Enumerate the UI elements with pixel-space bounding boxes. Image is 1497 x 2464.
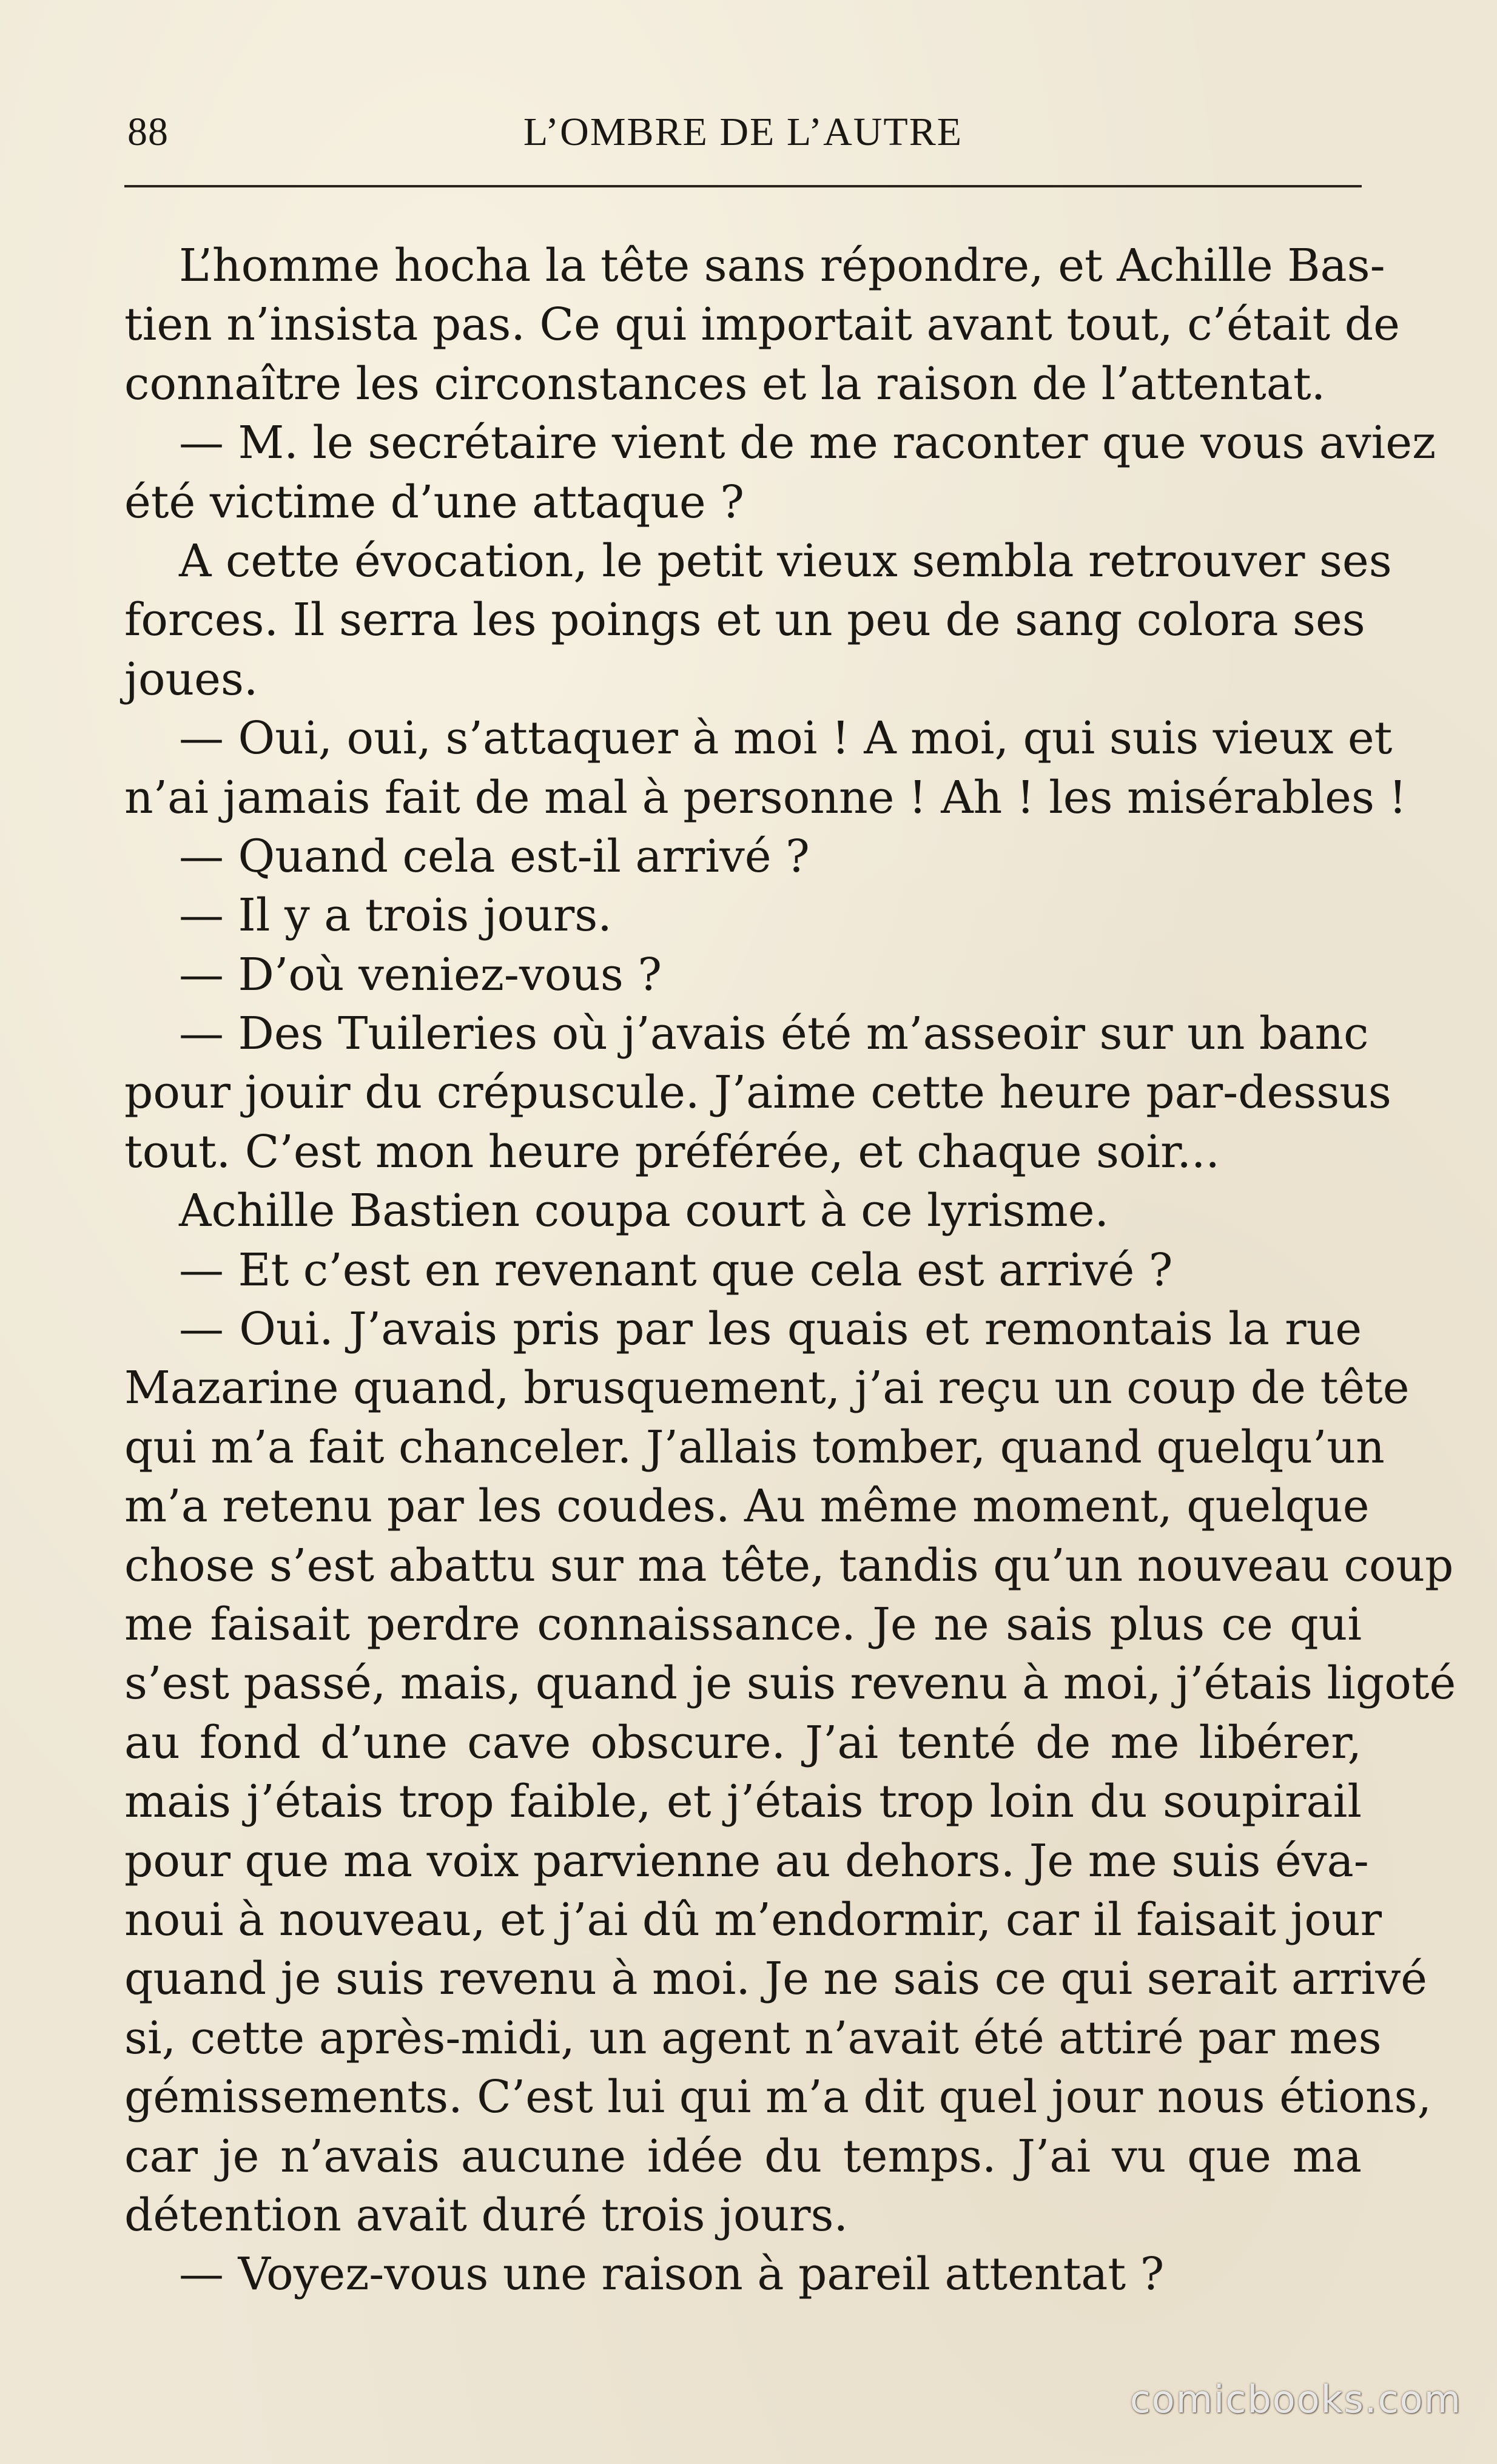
- text-line: tout. C’est mon heure préférée, et chaque soir...: [124, 1125, 1220, 1178]
- text-line: détention avait duré trois jours.: [124, 2189, 849, 2241]
- text-line: si, cette après-midi, un agent n’avait été attiré par mes: [124, 2011, 1382, 2064]
- text-line: forces. Il serra les poings et un peu de sang colora ses: [124, 594, 1365, 647]
- text-line: m’a retenu par les coudes. Au même moment, quelque: [124, 1480, 1370, 1533]
- text-line: Mazarine quand, brusquement, j’ai reçu un coup de tête: [124, 1362, 1410, 1415]
- text-line: L’homme hocha la tête sans répondre, et Achille Bas-: [179, 240, 1385, 292]
- text-line: noui à nouveau, et j’ai dû m’endormir, car il faisait jour: [124, 1893, 1382, 1946]
- text-line: pour jouir du crépuscule. J’aime cette heure par-dessus: [124, 1066, 1391, 1119]
- text-line: — Oui, oui, s’attaquer à moi ! A moi, qui suis vieux et: [179, 712, 1393, 765]
- text-line: s’est passé, mais, quand je suis revenu à moi, j’étais ligoté: [124, 1657, 1456, 1710]
- text-line: A cette évocation, le petit vieux sembla retrouver ses: [179, 534, 1392, 587]
- text-line: — Quand cela est-il arrivé ?: [179, 830, 810, 883]
- text-line: — Et c’est en revenant que cela est arrivé ?: [179, 1244, 1173, 1296]
- text-line: qui m’a fait chanceler. J’allais tomber, quand quelqu’un: [124, 1421, 1385, 1473]
- text-line: — Oui. J’avais pris par les quais et remontais la rue: [179, 1303, 1362, 1356]
- text-line: me faisait perdre connaissance. Je ne sais plus ce qui: [124, 1598, 1362, 1651]
- watermark: comicbooks.com: [1129, 2377, 1462, 2422]
- text-line: connaître les circonstances et la raison de l’attentat.: [124, 357, 1326, 410]
- text-line: car je n’avais aucune idée du temps. J’ai vu que ma: [124, 2130, 1362, 2183]
- text-line: été victime d’une attaque ?: [124, 476, 744, 528]
- page-header: [124, 103, 1362, 176]
- text-line: — Voyez-vous une raison à pareil attentat ?: [179, 2248, 1165, 2301]
- text-line: chose s’est abattu sur ma tête, tandis qu’un nouveau coup: [124, 1539, 1454, 1592]
- running-title: L’OMBRE DE L’AUTRE: [523, 110, 963, 154]
- text-line: joues.: [124, 653, 258, 705]
- text-line: — Il y a trois jours.: [179, 889, 612, 942]
- page-number: 88: [127, 110, 169, 154]
- header-rule: [124, 185, 1362, 187]
- text-line: — M. le secrétaire vient de me raconter que vous aviez: [179, 417, 1436, 470]
- text-line: Achille Bastien coupa court à ce lyrisme.: [179, 1185, 1109, 1237]
- body-text: [124, 237, 1456, 2304]
- text-line: gémissements. C’est lui qui m’a dit quel jour nous étions,: [124, 2071, 1431, 2124]
- book-page: [124, 103, 1456, 2396]
- text-line: — Des Tuileries où j’avais été m’asseoir sur un banc: [179, 1008, 1369, 1060]
- text-line: quand je suis revenu à moi. Je ne sais ce qui serait arrivé: [124, 1953, 1427, 2005]
- text-line: — D’où veniez-vous ?: [179, 948, 662, 1001]
- text-line: pour que ma voix parvienne au dehors. Je me suis éva-: [124, 1834, 1369, 1887]
- text-line: mais j’étais trop faible, et j’étais trop loin du soupirail: [124, 1776, 1362, 1828]
- text-line: tien n’insista pas. Ce qui importait avant tout, c’était de: [124, 298, 1400, 351]
- text-line: n’ai jamais fait de mal à personne ! Ah ! les misérables !: [124, 771, 1407, 824]
- text-line: au fond d’une cave obscure. J’ai tenté de me libérer,: [124, 1716, 1362, 1769]
